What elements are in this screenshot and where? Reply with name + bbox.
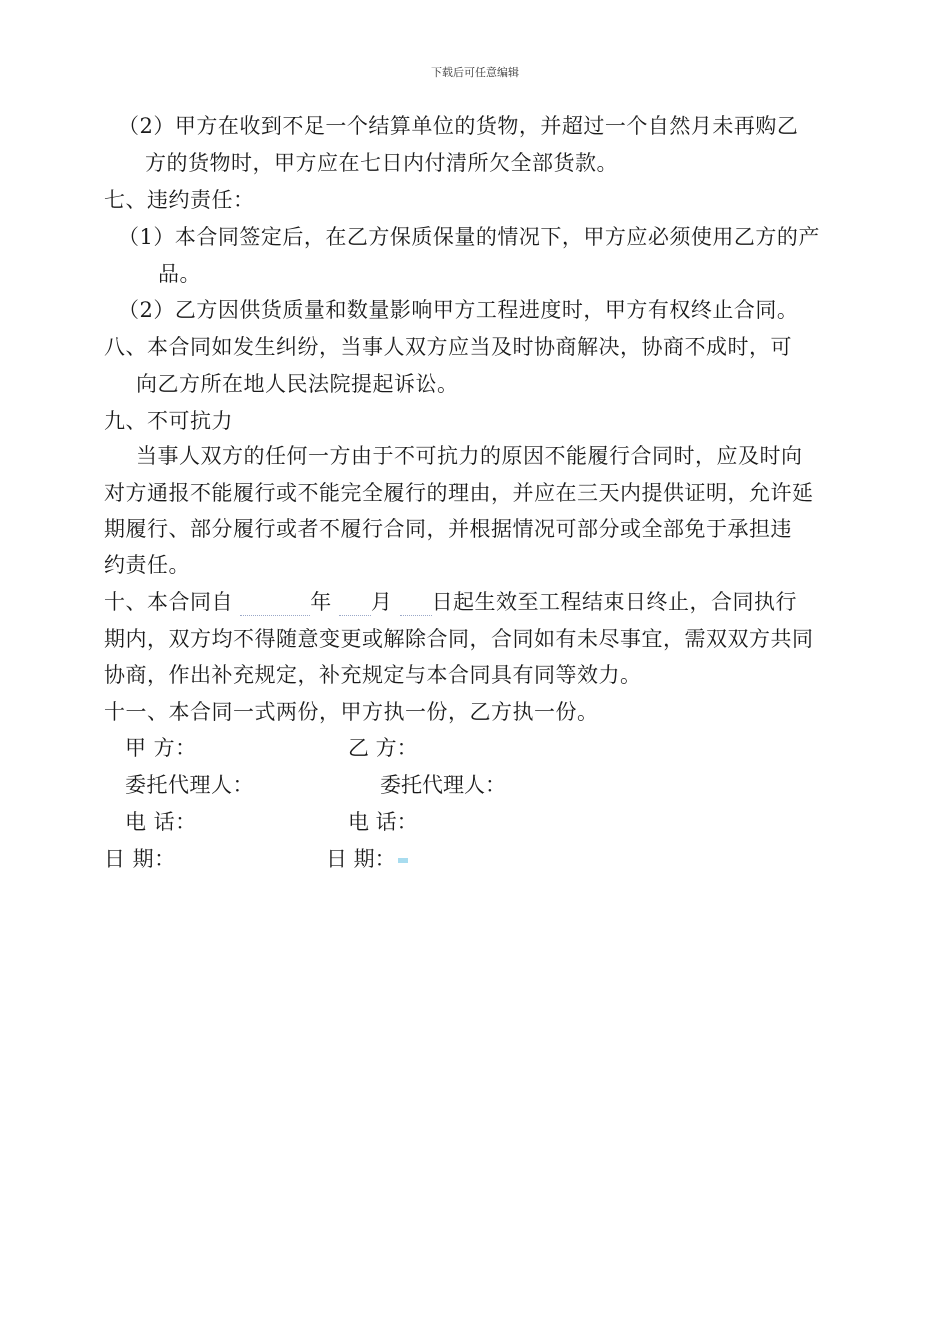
month-label: 月 xyxy=(370,590,393,614)
agent-b-label: 委托代理人： xyxy=(380,773,506,797)
section-9-line1: 当事人双方的任何一方由于不可抗力的原因不能履行合同时，应及时向 xyxy=(136,444,803,468)
agent-a-label: 委托代理人： xyxy=(125,773,254,797)
clause-6-2-line1: （2）甲方在收到不足一个结算单位的货物，并超过一个自然月未再购乙 xyxy=(118,114,799,138)
date-b-label: 日 期： xyxy=(326,847,396,871)
clause-6-2-line2: 方的货物时，甲方应在七日内付清所欠全部货款。 xyxy=(145,151,618,175)
clause-7-1-line1: （1）本合同签定后，在乙方保质保量的情况下，甲方应必须使用乙方的产 xyxy=(118,225,820,249)
clause-7-2: （2）乙方因供货质量和数量影响甲方工程进度时，甲方有权终止合同。 xyxy=(118,298,799,322)
section-10-prefix: 十、本合同自 xyxy=(104,590,233,614)
section-11: 十一、本合同一式两份，甲方执一份，乙方执一份。 xyxy=(104,700,599,724)
page-header-note: 下载后可任意编辑 xyxy=(431,66,519,79)
year-blank[interactable] xyxy=(240,595,310,616)
section-10-line2: 期内，双方均不得随意变更或解除合同，合同如有未尽事宜，需双双方共同 xyxy=(104,627,814,651)
section-7-heading: 七、违约责任： xyxy=(104,188,255,212)
section-8-line1: 八、本合同如发生纠纷，当事人双方应当及时协商解决，协商不成时，可 xyxy=(104,335,792,359)
section-9-line2: 对方通报不能履行或不能完全履行的理由，并应在三天内提供证明，允许延 xyxy=(104,481,814,505)
text-cursor-marker xyxy=(398,858,408,863)
section-9-line4: 约责任。 xyxy=(104,553,190,577)
month-blank[interactable] xyxy=(339,595,371,616)
party-b-label: 乙 方： xyxy=(348,736,418,760)
phone-b-label: 电 话： xyxy=(348,810,418,834)
year-label: 年 xyxy=(310,590,332,614)
section-9-line3: 期履行、部分履行或者不履行合同，并根据情况可部分或全部免于承担违 xyxy=(104,517,792,541)
day-blank[interactable] xyxy=(400,595,432,616)
party-a-label: 甲 方： xyxy=(125,736,197,760)
section-10-line1 xyxy=(104,588,797,616)
section-10-suffix: 日起生效至工程结束日终止，合同执行 xyxy=(431,590,798,614)
date-a-label: 日 期： xyxy=(104,847,176,871)
section-8-line2: 向乙方所在地人民法院提起诉讼。 xyxy=(136,372,459,396)
phone-a-label: 电 话： xyxy=(125,810,197,834)
section-9-heading: 九、不可抗力 xyxy=(104,409,233,433)
clause-7-1-line2: 品。 xyxy=(158,262,201,286)
section-10-line3: 协商，作出补充规定，补充规定与本合同具有同等效力。 xyxy=(104,663,642,687)
date-b-row xyxy=(326,845,408,873)
